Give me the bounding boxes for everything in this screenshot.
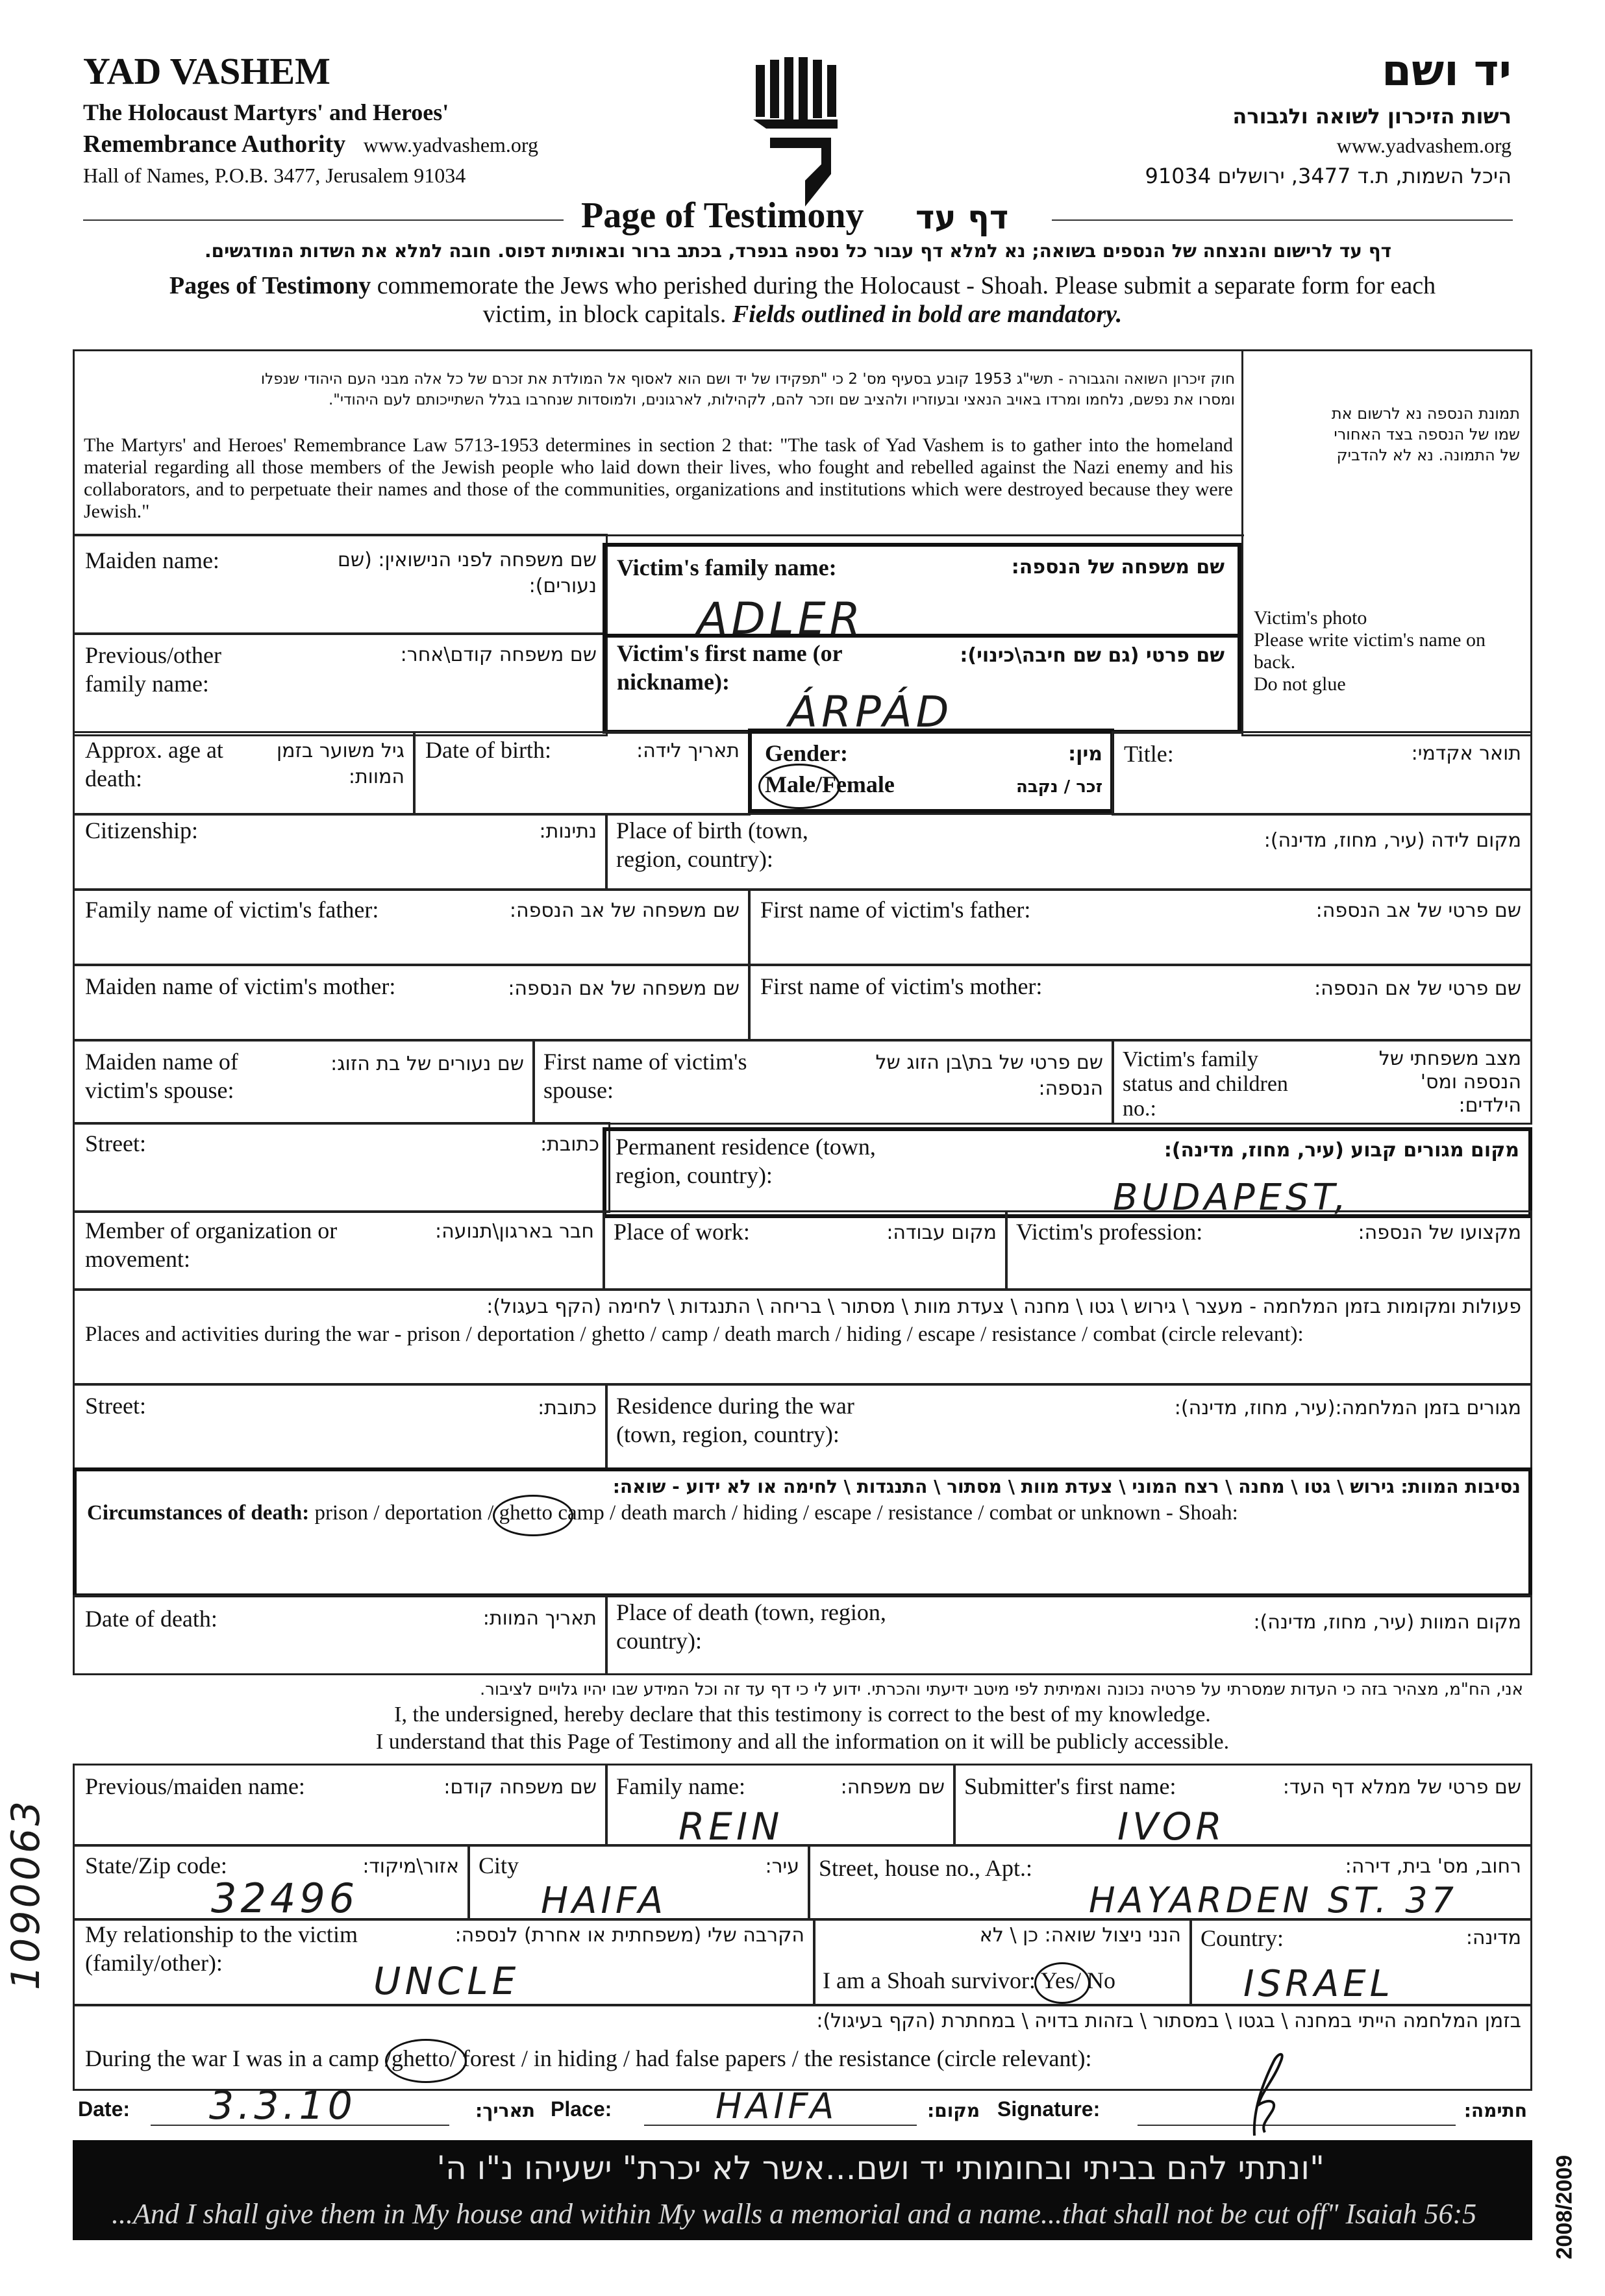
- pob-field[interactable]: [605, 813, 1532, 891]
- street-field[interactable]: [73, 1122, 610, 1213]
- title-line-right: [1052, 219, 1513, 221]
- previous-name-label-he: שם משפחה קודם\אחר:: [400, 643, 597, 666]
- country-field[interactable]: [1189, 1918, 1532, 2006]
- instructions-en-bold: Pages of Testimony: [169, 272, 371, 299]
- city-value: HAIFA: [541, 1880, 667, 1921]
- law-he-1: חוק זיכרון השואה והגבורה - תשי"ג 1953 קובע בסעיף מס' 2 כי "תפקידו של יד ושם הוא לאסוף אל המולדת את זכרם של כל אלה מבני העם היהודי שנפלו: [260, 371, 1235, 388]
- org-name: YAD VASHEM: [83, 50, 330, 92]
- dob-label: Date of birth:: [425, 737, 551, 763]
- footer-banner: [73, 2140, 1532, 2240]
- victim-first-name-label: Victim's first name (or nickname):: [617, 640, 842, 695]
- submitter-street-value: HAYARDEN ST. 37: [1089, 1880, 1458, 1921]
- submitter-family-name-field[interactable]: [605, 1764, 956, 1847]
- mother-first-name-label-he: שם פרטי של אם הנספה:: [1314, 977, 1521, 1000]
- victim-first-name-field[interactable]: [603, 634, 1241, 734]
- war-activities-label-he: פעולות ומקומות בזמן המלחמה - מעצר \ גירוש \ גטו \ מחנה \ צעדת מוות \ מסתור \ בריחה \ התנגדות \ לחימה (הקף בעגול):: [486, 1295, 1521, 1318]
- zip-value: 32496: [211, 1875, 359, 1921]
- gender-label-he: מין:: [1068, 743, 1102, 766]
- org-name-he: יד ושם: [1382, 45, 1512, 95]
- circumstances-label: [87, 1501, 1238, 1525]
- age-field[interactable]: [73, 731, 416, 816]
- street-label-he: כתובת:: [540, 1133, 599, 1156]
- yad-vashem-logo: [753, 57, 844, 206]
- submitter-first-name-label-he: שם פרטי של ממלא דף העד:: [1282, 1776, 1521, 1799]
- instructions-en-rest: commemorate the Jews who perished during the Holocaust - Shoah. Please submit a separate form for each: [371, 272, 1436, 299]
- place-of-work-field[interactable]: [603, 1210, 1008, 1291]
- city-label-he: עיר:: [765, 1855, 799, 1878]
- date-of-death-label-he: תאריך המוות:: [482, 1607, 597, 1630]
- declaration-en-2: I understand that this Page of Testimony and all the information on it will be publicly accessible.: [375, 1730, 1230, 1754]
- street-label: Street:: [85, 1130, 146, 1156]
- mother-maiden-name-field[interactable]: [73, 964, 751, 1042]
- declaration-en-1: I, the undersigned, hereby declare that this testimony is correct to the best of my knowledge.: [394, 1703, 1211, 1727]
- survivor-label-he: הנני ניצול שואה: כן \ לא: [979, 1924, 1181, 1947]
- photo-instr-en-2: Please write victim's name on back.: [1254, 629, 1486, 673]
- father-family-name-field[interactable]: [73, 888, 751, 966]
- father-first-name-label-he: שם פרטי של אב הנספה:: [1315, 899, 1521, 922]
- spouse-first-name-label: First name of victim's spouse:: [543, 1049, 747, 1103]
- page-title-he: דף עד: [915, 199, 1009, 236]
- page-title: Page of Testimony: [581, 195, 864, 236]
- side-handwritten-number: 1090063: [3, 1798, 49, 1990]
- instructions-he: דף עד לרישום והנצחה של הנספים בשואה; נא למלא דף עבור כל נספה בנפרד, בכתב ברור ובאותיות דפוס. חובה למלא את השדות המודגשים.: [204, 240, 1392, 262]
- country-label-he: מדינה:: [1465, 1927, 1521, 1949]
- maiden-name-label-he: שם משפחה לפני הנישואין: (שם נעורים):: [337, 549, 597, 597]
- submitter-war-label-text: During the war I was in a camp /: [85, 2045, 392, 2071]
- father-first-name-field[interactable]: [748, 888, 1532, 966]
- mother-maiden-name-label-he: שם משפחה של אם הנספה:: [508, 977, 740, 1000]
- maiden-name-field[interactable]: [73, 534, 608, 635]
- signature-label: Signature:: [997, 2097, 1101, 2121]
- membership-label: Member of organization or movement:: [85, 1217, 338, 1272]
- relationship-label-he: הקרבה שלי (משפחתית או אחרת) לנספה:: [454, 1924, 804, 1947]
- mother-maiden-name-label: Maiden name of victim's mother:: [85, 973, 396, 999]
- relationship-value: UNCLE: [373, 1959, 520, 2003]
- mother-first-name-field[interactable]: [748, 964, 1532, 1042]
- survivor-label: [823, 1967, 1115, 1994]
- victim-family-name-label: Victim's family name:: [617, 555, 837, 580]
- photo-box[interactable]: [1241, 349, 1532, 736]
- place-of-work-label: Place of work:: [614, 1219, 750, 1245]
- country-value: ISRAEL: [1243, 1963, 1394, 2005]
- submitter-ghetto-text: ghetto: [391, 2045, 450, 2071]
- gender-field[interactable]: [748, 729, 1114, 813]
- org-url: www.yadvashem.org: [363, 133, 538, 156]
- side-year-stamp: 2008/2009: [1552, 2154, 1577, 2260]
- victim-family-name-value: ADLER: [697, 593, 864, 638]
- header: [0, 0, 1605, 338]
- circumstances-options-pre: prison / deportation /: [309, 1501, 499, 1525]
- dob-field[interactable]: [413, 731, 751, 816]
- father-family-name-label: Family name of victim's father:: [85, 897, 379, 923]
- instructions-en-1: [65, 271, 1540, 300]
- submitter-first-name-field[interactable]: [953, 1764, 1532, 1847]
- membership-label-he: חבר בארגון\תנועה:: [435, 1220, 594, 1243]
- victim-first-name-value: ÁRPÁD: [788, 687, 953, 734]
- declaration: [73, 1678, 1532, 1762]
- declaration-he: אני, הח"מ, מצהיר בזה כי העדות שמסרתי על פרטיה נכונה ואמיתית לפי מיטב ידיעתי והכרתי. ידוע לי כי דף עד זה וכל המידע שבו יהיו גלויים לציבור.: [479, 1680, 1523, 1699]
- citizenship-field[interactable]: [73, 813, 608, 891]
- footer-verse-he: "ונתתי להם בביתי ובחומותי יד ושם...אשר לא יכרת" ישעיהו נ"ו ה': [436, 2149, 1325, 2187]
- submitter-war-label: [85, 2045, 1091, 2072]
- profession-label: Victim's profession:: [1016, 1219, 1203, 1245]
- profession-field[interactable]: [1005, 1210, 1532, 1291]
- war-residence-label-he: מגורים בזמן המלחמה:(עיר, מחוז, מדינה):: [1174, 1397, 1521, 1419]
- age-label-he: גיל משוער בזמן המוות:: [277, 740, 404, 788]
- title-line-left: [83, 219, 564, 221]
- submitter-family-name-label: Family name:: [616, 1773, 745, 1799]
- circumstances-label-bold: Circumstances of death:: [87, 1501, 310, 1525]
- victim-family-name-label-he: שם משפחה של הנספה:: [1011, 556, 1225, 579]
- signature-mark[interactable]: [1235, 2048, 1300, 2139]
- country-label: Country:: [1201, 1925, 1284, 1951]
- zip-label: State/Zip code:: [85, 1853, 227, 1878]
- relationship-field[interactable]: [73, 1918, 815, 2006]
- submitter-family-name-value: REIN: [678, 1804, 784, 1847]
- age-label: Approx. age at death:: [85, 737, 223, 792]
- victim-family-name-field[interactable]: [603, 543, 1241, 638]
- gender-options-he: זכר / נקבה: [1015, 777, 1102, 797]
- citizenship-label: Citizenship:: [85, 817, 198, 843]
- signature-row: [73, 2083, 1532, 2143]
- submitter-street-field[interactable]: [808, 1844, 1532, 1921]
- org-address: Hall of Names, P.O.B. 3477, Jerusalem 91034: [83, 164, 466, 187]
- date-label-he: תאריך:: [475, 2100, 535, 2121]
- date-of-death-field[interactable]: [73, 1595, 608, 1675]
- law-box: [73, 349, 1244, 536]
- circumstances-of-death-field[interactable]: [73, 1467, 1532, 1597]
- org-address-he: היכל השמות, ת.ד 3477, ירושלים 91034: [1145, 164, 1512, 188]
- war-residence-field[interactable]: [605, 1383, 1532, 1470]
- date-label: Date:: [78, 2097, 131, 2121]
- gender-options: Male/Female: [765, 771, 895, 797]
- title-label-he: תואר אקדמי:: [1411, 742, 1521, 765]
- place-label: Place:: [551, 2097, 612, 2121]
- permanent-residence-label: Permanent residence (town, region, country):: [616, 1134, 876, 1188]
- spouse-maiden-name-field[interactable]: [73, 1039, 535, 1125]
- place-of-death-field[interactable]: [605, 1595, 1532, 1675]
- submitter-family-name-label-he: שם משפחה:: [840, 1776, 945, 1799]
- family-status-field[interactable]: [1112, 1039, 1532, 1125]
- title-field[interactable]: [1112, 731, 1532, 816]
- law-he-2: ומסרו את נפשם, נלחמו ומרדו באויב הנאצי ובעוזריו ולהציב שם וזכר להם, לקהילות, לארגונים, ולמוסדות שנחרבו בגלל השתייכותם לעם היהודי".: [328, 392, 1235, 408]
- war-residence-label: Residence during the war (town, region, country):: [616, 1393, 854, 1447]
- submitter-previous-name-label-he: שם משפחה קודם:: [443, 1776, 597, 1799]
- place-of-death-label: Place of death (town, region, country):: [616, 1599, 886, 1654]
- date-value[interactable]: 3.3.10: [209, 2083, 356, 2128]
- zip-label-he: אזור\מיקוד:: [362, 1855, 459, 1878]
- pob-label-he: מקום לידה (עיר, מחוז, מדינה):: [1263, 829, 1521, 852]
- instructions-mandatory-note: Fields outlined in bold are mandatory.: [732, 301, 1123, 328]
- war-street-field[interactable]: [73, 1383, 608, 1470]
- photo-instr-he: תמונת הנספה נא לרשום את שמו של הנספה בצד האחורי של התמונה. נא לא להדביק: [1331, 405, 1520, 464]
- circumstances-ghetto-option: [499, 1501, 553, 1525]
- gender-label: Gender:: [765, 740, 848, 766]
- footer-verse-en: ...And I shall give them in My house and within My walls a memorial and a name...that shall not be cut off" Isaiah 56:5: [112, 2198, 1477, 2230]
- survivor-field[interactable]: [813, 1918, 1192, 2006]
- father-family-name-label-he: שם משפחה של אב הנספה:: [509, 899, 740, 922]
- spouse-maiden-name-label-he: שם נעורים של בת הזוג:: [330, 1053, 524, 1075]
- survivor-yes-text: Yes: [1040, 1967, 1075, 1993]
- gender-male-circle: [758, 764, 840, 809]
- circumstances-label-he: נסיבות המוות: גירוש \ גטו \ מחנה \ רצח המוני \ צעדת מוות \ מסתור \ התנגדות \ לחימה או לא ידוע - שואה:: [612, 1476, 1521, 1497]
- org-subtitle-he: רשות הזיכרון לשואה ולגבורה: [1232, 104, 1512, 129]
- pob-label: Place of birth (town, region, country):: [616, 817, 808, 872]
- submitter-first-name-value: IVOR: [1117, 1804, 1226, 1847]
- place-label-he: מקום:: [927, 2100, 980, 2121]
- spouse-maiden-name-label: Maiden name of victim's spouse:: [85, 1049, 238, 1103]
- circumstances-options-post: camp / death march / hiding / escape / resistance / combat or unknown - Shoah:: [553, 1501, 1238, 1525]
- war-street-label: Street:: [85, 1393, 146, 1419]
- mother-first-name-label: First name of victim's mother:: [760, 973, 1043, 999]
- submitter-war-options-post: / forest / in hiding / had false papers / the resistance (circle relevant):: [449, 2045, 1092, 2071]
- submitter-ghetto-circle: [385, 2039, 467, 2083]
- spouse-first-name-field[interactable]: [532, 1039, 1114, 1125]
- submitter-war-label-he: בזמן המלחמה הייתי במחנה \ בגטו \ במסתור \ בזהות בדויה \ במחתרת (הקף בעיגול):: [816, 2010, 1521, 2032]
- signature-label-he: חתימה:: [1463, 2100, 1527, 2121]
- place-value[interactable]: HAIFA: [715, 2086, 838, 2127]
- submitter-street-label-he: רחוב, מס' בית, דירה:: [1345, 1855, 1521, 1878]
- submitter-street-label: Street, house no., Apt.:: [819, 1855, 1032, 1881]
- instructions-en-2a: victim, in block capitals.: [482, 301, 732, 328]
- permanent-residence-field[interactable]: [603, 1127, 1532, 1218]
- war-street-label-he: כתובת:: [538, 1397, 597, 1419]
- survivor-yes-circle: [1034, 1962, 1090, 2004]
- war-activities-field[interactable]: [73, 1288, 1532, 1386]
- submitter-first-name-label: Submitter's first name:: [964, 1773, 1176, 1799]
- zip-field[interactable]: [73, 1844, 470, 1921]
- victim-first-name-label-he: שם פרטי (גם שם חיבה\כינוי):: [960, 644, 1225, 667]
- org-url-he: www.yadvashem.org: [1336, 134, 1512, 157]
- date-of-death-label: Date of death:: [85, 1606, 218, 1632]
- permanent-residence-value: BUDAPEST,: [1113, 1177, 1350, 1218]
- photo-instr-en: [1254, 607, 1526, 695]
- law-en: The Martyrs' and Heroes' Remembrance Law 5713-1953 determines in section 2 that: "The task of Yad Vashem is to gather into the homeland material regarding all those members of the Jewish people who laid down their lives, who fought and rebelled against the Nazi enemy and his collaborators, and to perpetuate their names and those of the communities, organizations and institutions which were destroyed because they were Jewish.": [84, 434, 1233, 522]
- city-label: City: [479, 1853, 519, 1878]
- org-subtitle-2-line: [83, 130, 538, 158]
- maiden-name-label: Maiden name:: [85, 547, 219, 573]
- family-status-label-he: מצב משפחתי של הנספה ומס' הילדים:: [1378, 1047, 1521, 1117]
- permanent-residence-label-he: מקום מגורים קבוע (עיר, מחוז, מדינה):: [1163, 1139, 1519, 1162]
- submitter-ghetto-option: [392, 2045, 450, 2071]
- previous-name-field[interactable]: [73, 632, 608, 736]
- org-subtitle-1: The Holocaust Martyrs' and Heroes': [83, 99, 449, 125]
- submitter-previous-name-label: Previous/maiden name:: [85, 1773, 305, 1799]
- instructions-en-2: [65, 300, 1540, 329]
- citizenship-label-he: נתינות:: [539, 820, 597, 843]
- photo-instr-en-1: Victim's photo: [1254, 607, 1367, 629]
- war-activities-label: Places and activities during the war - prison / deportation / ghetto / camp / death march / hiding / escape / resistance / combat (circle relevant):: [85, 1323, 1304, 1346]
- submitter-previous-name-field[interactable]: [73, 1764, 608, 1847]
- place-of-death-label-he: מקום המוות (עיר, מחוז, מדינה):: [1253, 1611, 1521, 1634]
- membership-field[interactable]: [73, 1210, 605, 1291]
- city-field[interactable]: [467, 1844, 810, 1921]
- title-label: Title:: [1124, 741, 1174, 767]
- father-first-name-label: First name of victim's father:: [760, 897, 1031, 923]
- submitter-war-field[interactable]: [73, 2004, 1532, 2091]
- org-subtitle-2: Remembrance Authority: [83, 131, 346, 158]
- survivor-no-option: / No: [1075, 1967, 1115, 1993]
- survivor-label-text: I am a Shoah survivor:: [823, 1967, 1041, 1993]
- circumstances-ghetto-circle: [493, 1495, 573, 1536]
- circumstances-ghetto-text: ghetto: [499, 1501, 553, 1525]
- family-status-label: Victim's family status and children no.:: [1123, 1047, 1288, 1121]
- spouse-first-name-label-he: שם פרטי של בת\בן הזוג של הנספה:: [875, 1051, 1103, 1100]
- place-of-work-label-he: מקום עבודה:: [886, 1221, 997, 1244]
- survivor-yes-option: [1041, 1967, 1075, 1993]
- photo-instr-en-3: Do not glue: [1254, 673, 1346, 695]
- previous-name-label: Previous/other family name:: [85, 642, 221, 697]
- dob-label-he: תאריך לידה:: [636, 740, 740, 762]
- relationship-label: My relationship to the victim (family/other):: [85, 1921, 358, 1976]
- profession-label-he: מקצועו של הנספה:: [1358, 1221, 1521, 1244]
